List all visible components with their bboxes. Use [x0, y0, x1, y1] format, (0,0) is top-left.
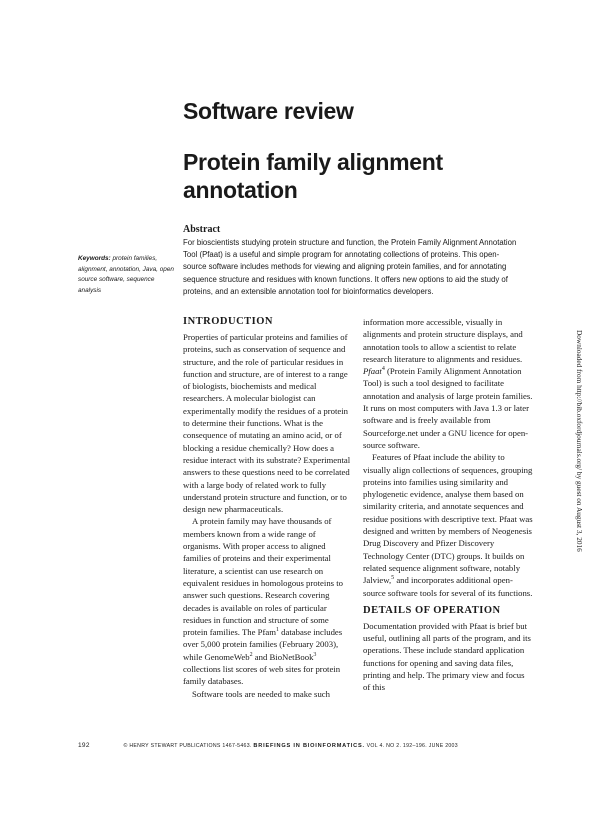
text-run: collections list scores of web sites for protein family databases. — [183, 664, 341, 687]
introduction-heading: INTRODUCTION — [183, 316, 274, 327]
details-heading: DETAILS OF OPERATION — [363, 604, 501, 616]
issue-info: VOL 4. NO 2. 192–196. JUNE 2003 — [366, 743, 458, 749]
paragraph: Software tools are needed to make such — [192, 688, 330, 699]
text-run: and incorporates additional open-source software tools for several of its functions. — [363, 575, 533, 598]
paragraph: Documentation provided with Pfaat is brief but useful, outlining all parts of the program, and its operations. These include standard application functions for opening and saving data files, printing and help. The primary view and focus of this — [363, 620, 531, 693]
text-run: (Protein Family Alignment Annotation Tool) is such a tool designed to facilitate annotation and analysis of large protein families. It runs on most computers with Java 1.3 or later software and is freely available from Sourceforge.net under a GNU licence for open-source software. — [363, 366, 533, 450]
publisher: © HENRY STEWART PUBLICATIONS 1467-5463. — [123, 743, 252, 749]
text-run: Pfaat — [363, 366, 382, 377]
text-run: Features of Pfaat include the ability to visually align collections of sequences, grouping proteins into families using similarity and phylogenetic evidence, analyse them based on similarity criteria, and annotate sequences and residue positions with descriptive text. Pfaat was designed and written by members of Neogenesis Drug Discovery and Pfizer Discovery Technology Center (DTC) groups. It builds on related sequence alignment software, notably Jalview, — [363, 452, 533, 586]
paragraph — [183, 515, 353, 687]
article-title — [183, 148, 513, 204]
title-line-2: annotation — [183, 177, 298, 203]
citation: 1 — [275, 627, 279, 634]
paragraph: Properties of particular proteins and families of proteins, such as conservation of sequence and structure, and the role of particular residues in function and structure, are of interest to a range of biologists, biochemists and medical researchers. A molecular biologist can experimentally modify the residues of a protein to determine their functions. What is the consequence of mutating an amino acid, or of blocking a residue chemically? How does a residue interact with its substrate? Experimental answers to these questions need to be correlated with a large body of related work to fully understand protein structure and function, or to design new pharmaceuticals. — [183, 332, 351, 515]
download-sidebar — [574, 330, 588, 730]
text-run: database includes over 5,000 protein families (February 2003), while GenomeWeb — [183, 627, 343, 662]
text-run: and BioNetBook — [252, 651, 314, 662]
page-footer — [78, 742, 508, 749]
page-number: 192 — [78, 742, 90, 749]
body-column-left — [183, 315, 353, 700]
text-run: information more accessible, visually in alignments and protein structure displays, and annotation tools to allow a scientist to relate research literature to alignments and residues. — [363, 317, 523, 364]
download-note: Downloaded from http://bib.oxfordjournals.org/ by guest on August 3, 2016 — [575, 330, 584, 552]
text-run: A protein family may have thousands of members known from a wide range of organisms. With proper access to aligned families of proteins and their experimental literature, a scientist can use research on equivalent residues in homologous proteins to answer such questions. Research covering decades is available on roles of particular residues in function and structure of some protein families. The Pfam — [183, 516, 343, 638]
section-label: Software review — [183, 98, 354, 124]
citation: 2 — [249, 651, 253, 658]
paragraph — [363, 451, 533, 599]
citation: 3 — [313, 651, 317, 658]
citation: 5 — [391, 575, 395, 582]
title-line-1: Protein family alignment — [183, 149, 443, 175]
journal-name: BRIEFINGS IN BIOINFORMATICS. — [253, 743, 365, 749]
keywords — [78, 254, 178, 297]
keywords-text: protein families, alignment, annotation, Java, open source software, sequence analysis — [78, 255, 174, 295]
paragraph — [363, 316, 533, 451]
citation: 4 — [381, 366, 385, 373]
body-column-right — [363, 316, 533, 694]
abstract-heading: Abstract — [183, 224, 221, 235]
keywords-label: Keywords: — [78, 255, 111, 262]
abstract-text: For bioscientists studying protein structure and function, the Protein Family Alignment Annotation Tool (Pfaat) is a useful and simple program for annotating collections of proteins. This open-source software includes methods for viewing and aligning protein families, and for annotating sequence structure and residues with known functions. It offers new options to aid the study of proteins, and an extensible annotation tool for bioinformatics developers. — [183, 238, 517, 296]
